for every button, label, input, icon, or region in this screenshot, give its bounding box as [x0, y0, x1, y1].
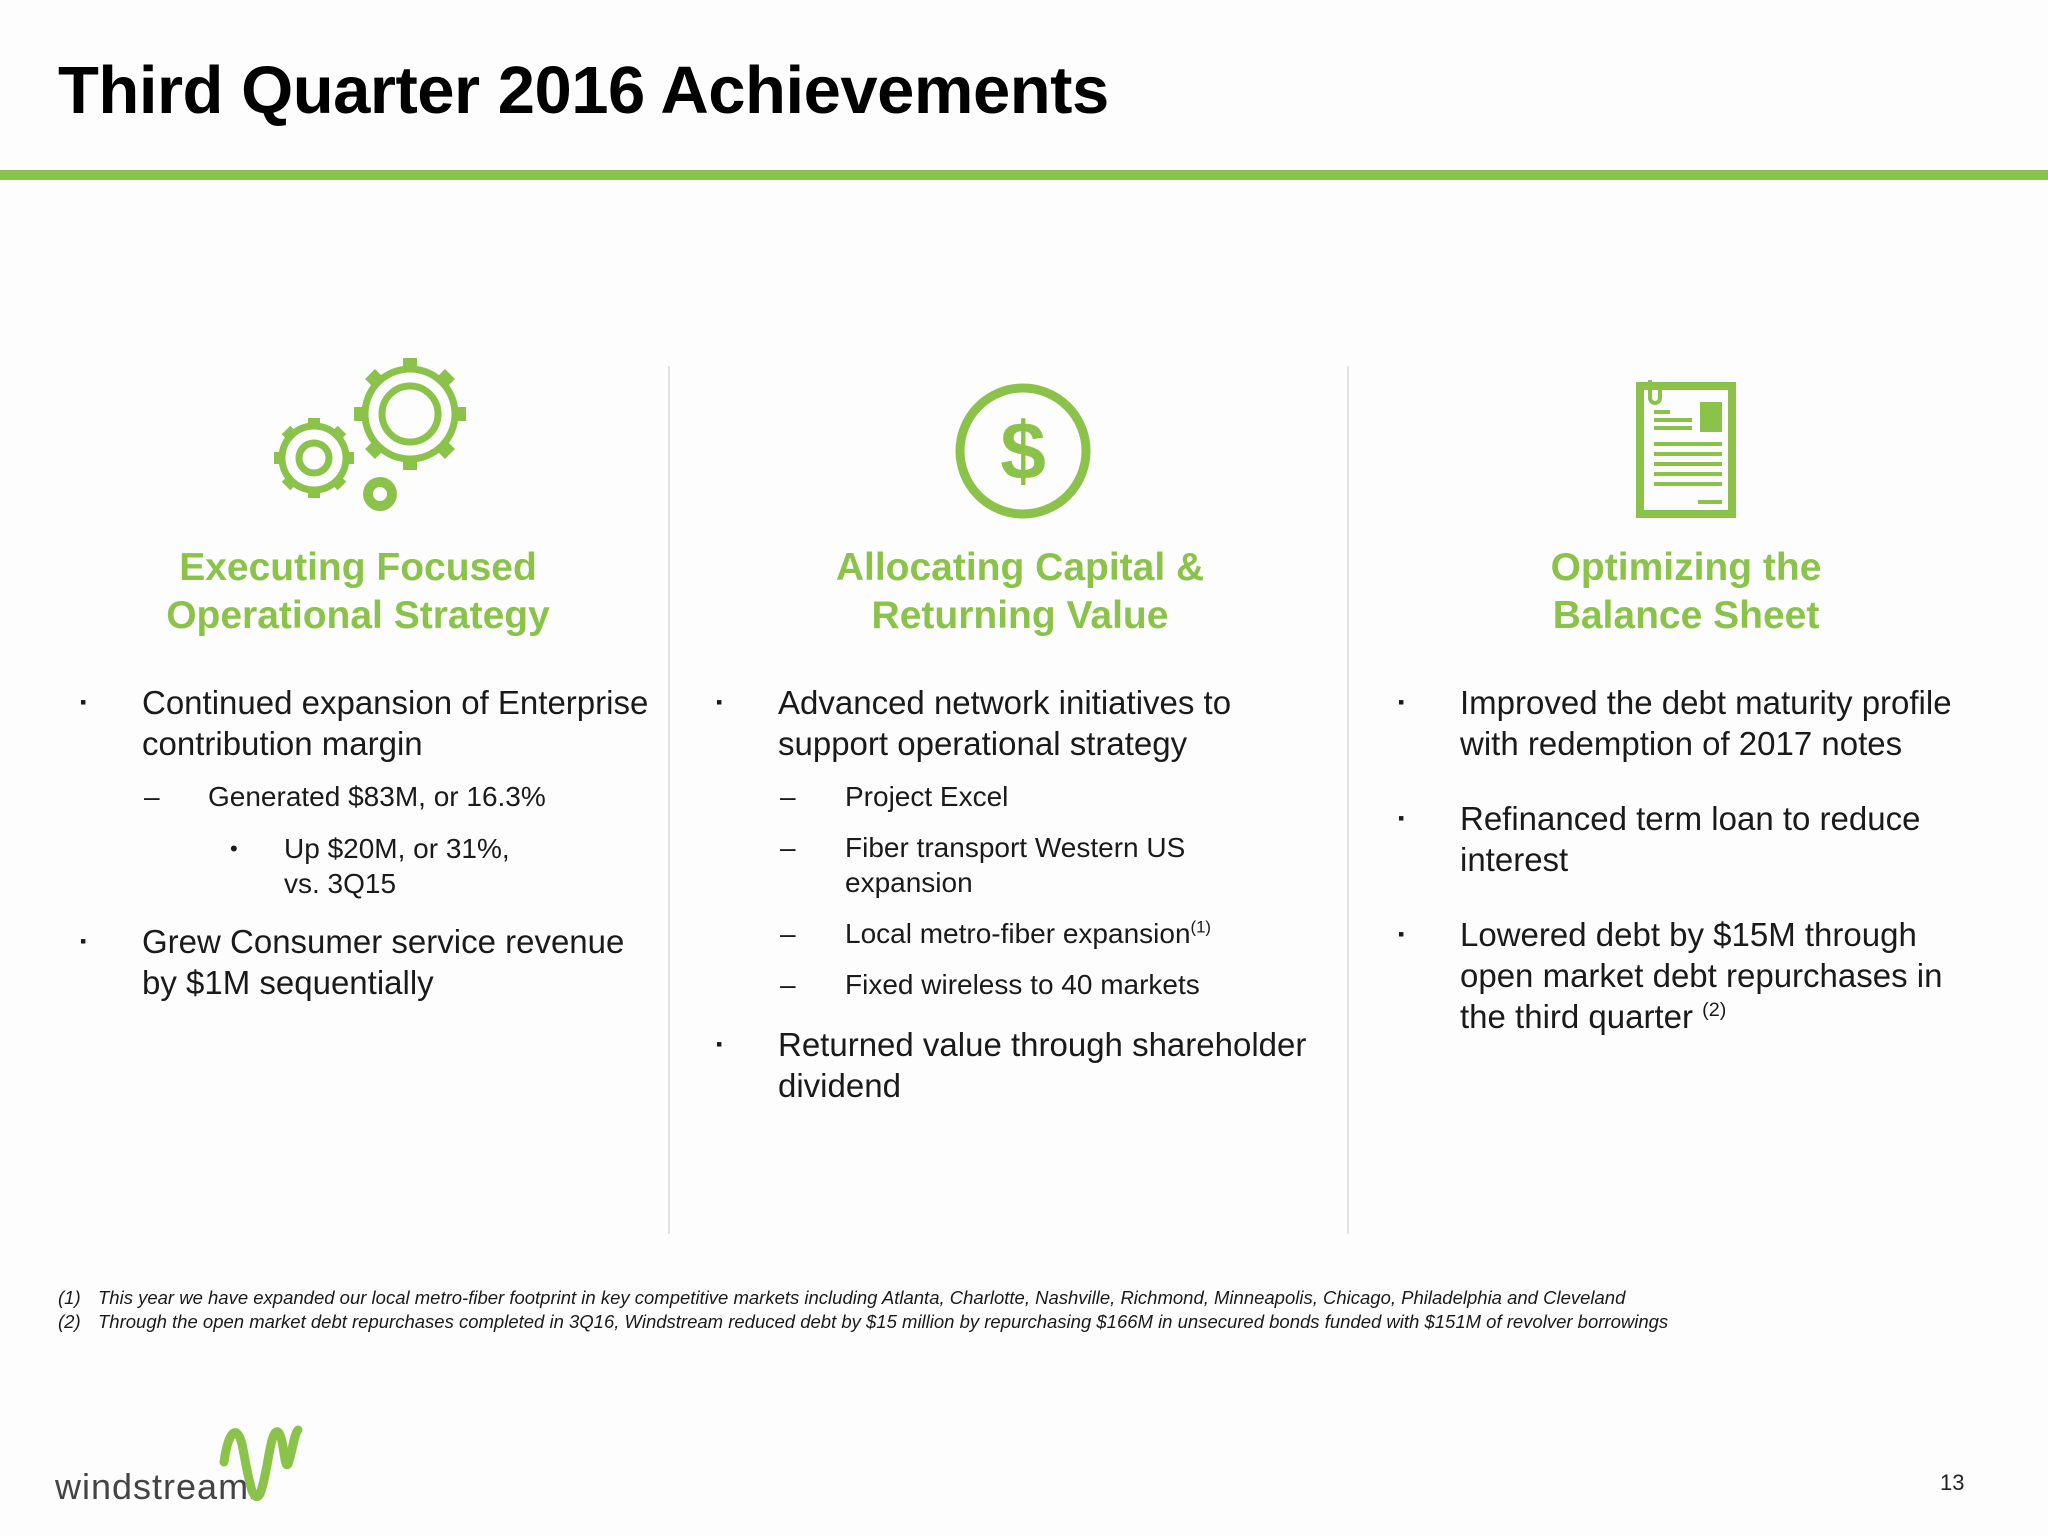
list-item: ▪ Lowered debt by $15M through open market debt repurchases in the third quarter $^{(2)}$ [1398, 916, 1943, 1035]
list-item: – Local metro-fiber expansion$^{(1)}$ [780, 917, 1212, 949]
list-item: ▪ Returned value through shareholder dividend [716, 1026, 1307, 1104]
bullet-list-operational [80, 682, 650, 1003]
list-item: ▪ Refinanced term loan to reduce interest [1398, 800, 1921, 878]
heading-line-1: Executing Focused [179, 546, 537, 589]
document-icon [1632, 376, 1742, 522]
page-number: 13 [1940, 1470, 1965, 1495]
dash-bullet: – [780, 918, 796, 949]
list-item: – Fixed wireless to 40 markets [780, 969, 1200, 1000]
list-item: – Fiber transport Western US expansion [780, 832, 1186, 898]
list-item: ▪ Continued expansion of Enterprise contribution margin [80, 684, 649, 762]
page-title: Third Quarter 2016 Achievements [58, 53, 1109, 128]
square-bullet: ▪ [80, 931, 87, 951]
title-underline [0, 170, 2048, 180]
dash-bullet: – [780, 969, 796, 1000]
column-divider-1 [668, 366, 670, 1234]
list-item: – Generated $83M, or 16.3% [144, 781, 546, 812]
list-item: – Project Excel [780, 781, 1009, 812]
dash-bullet: – [780, 832, 796, 863]
gears-icon [262, 346, 482, 516]
column-heading-balance-sheet [1406, 544, 1966, 640]
bullet-list-balance-sheet [1398, 682, 1998, 1037]
svg-text:$: $ [1000, 406, 1046, 497]
logo-wordmark: windstream. [55, 1466, 256, 1507]
heading-line-2: Operational Strategy [166, 594, 550, 637]
dollar-circle-icon [952, 380, 1094, 522]
dash-bullet: – [144, 781, 160, 812]
bullet-list-capital [716, 682, 1326, 1106]
heading-line-2: Balance Sheet [1552, 594, 1820, 637]
square-bullet: ▪ [80, 692, 87, 712]
square-bullet: ▪ [1398, 924, 1405, 944]
dot-bullet: • [230, 836, 238, 861]
dash-bullet: – [780, 781, 796, 812]
list-item: ▪ Advanced network initiatives to support operational strategy [716, 684, 1232, 762]
list-item: ▪ Improved the debt maturity profile with redemption of 2017 notes [1398, 684, 1952, 762]
footnote: (1) This year we have expanded our local metro-fiber footprint in key competitive markets including Atlanta, Charlotte, Nashville, Richmond, Minneapolis, Chicago, Philadelphia and Cleveland [58, 1287, 1626, 1308]
footnote-ref: (1) [1190, 917, 1212, 937]
heading-line-2: Returning Value [871, 594, 1169, 637]
square-bullet: ▪ [1398, 808, 1405, 828]
column-divider-2 [1347, 366, 1349, 1234]
list-item: ▪ Grew Consumer service revenue by $1M sequentially [80, 923, 625, 1001]
windstream-logo-icon [214, 1414, 304, 1514]
heading-line-1: Allocating Capital & [835, 546, 1205, 589]
footnote-ref: (2) [1702, 999, 1727, 1021]
footnote: (2) Through the open market debt repurchases completed in 3Q16, Windstream reduced debt by $15 million by repurchasing $166M in unsecured bonds funded with $151M of revolver borrowings [58, 1311, 1669, 1332]
square-bullet: ▪ [1398, 692, 1405, 712]
square-bullet: ▪ [716, 1034, 723, 1054]
footnotes [58, 1286, 1668, 1334]
heading-line-1: Optimizing the [1550, 546, 1822, 589]
column-heading-operational [78, 544, 638, 640]
list-item: • Up $20M, or 31%, vs. 3Q15 [230, 833, 510, 899]
column-heading-capital [740, 544, 1300, 640]
square-bullet: ▪ [716, 692, 723, 712]
